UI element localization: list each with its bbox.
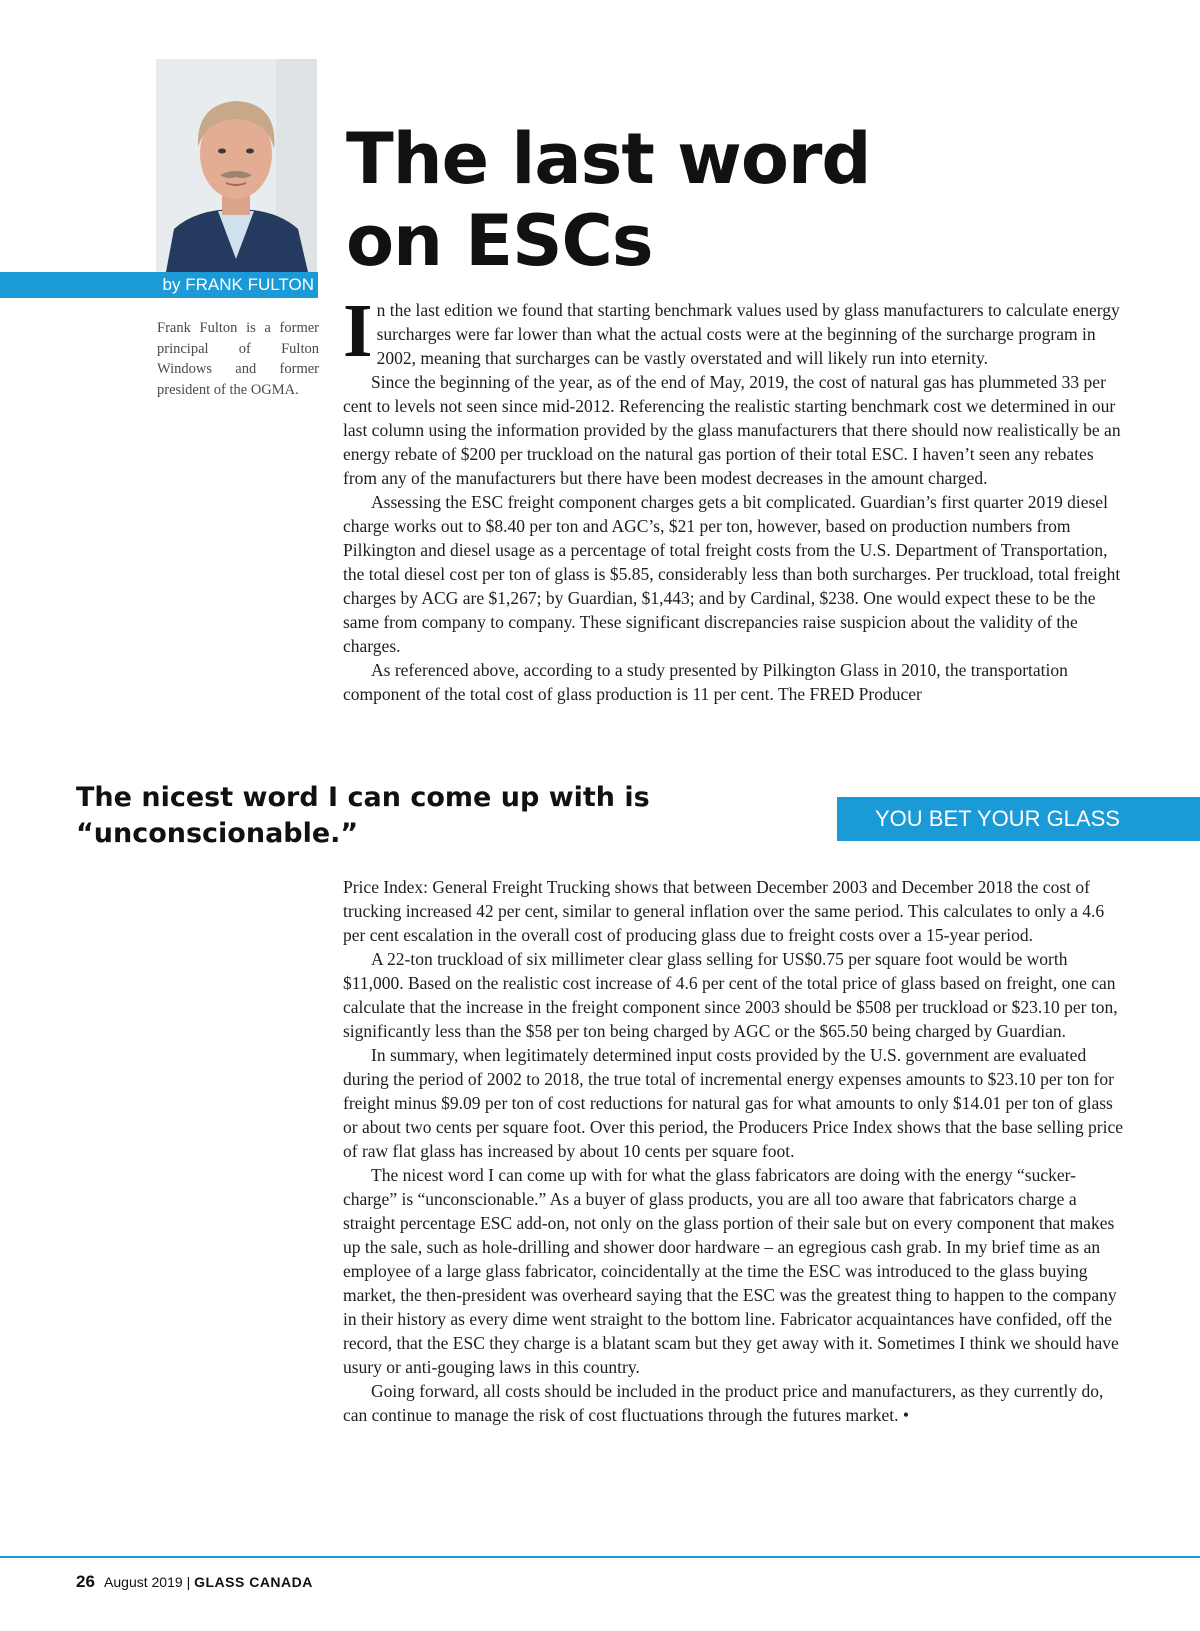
footer-divider bbox=[0, 1556, 1200, 1558]
paragraph-6: A 22-ton truckload of six millimeter clear glass selling for US$0.75 per square foot would be worth $11,000. Based on the realistic cost increase of 4.6 per cent of the total price of glass based on freight, one can calculate that the increase in the freight component since 2003 should be $508 per truckload or $23.10 per ton, significantly less than the $58 per ton being charged by AGC or the $65.50 being charged by Guardian. bbox=[343, 949, 1118, 1041]
footer-separator: | bbox=[186, 1574, 191, 1590]
byline: by FRANK FULTON bbox=[0, 272, 318, 298]
paragraph-9: Going forward, all costs should be included in the product price and manufacturers, as they currently do, can continue to manage the risk of cost fluctuations through the futures market. • bbox=[343, 1381, 1104, 1425]
pull-quote-line-2: “unconscionable.” bbox=[76, 818, 359, 849]
paragraph-3: Assessing the ESC freight component charges gets a bit complicated. Guardian’s first quarter 2019 diesel charge works out to $8.40 per ton and AGC’s, $21 per ton, however, based on production numbers from Pilkington and diesel usage as a percentage of total freight costs from the U.S. Department of Transportation, the total diesel cost per ton of glass is $5.85, considerably less than both surcharges. Per truckload, total freight charges by ACG are $1,267; by Guardian, $1,443; and by Cardinal, $238. One would expect these to be the same from company to company. These significant discrepancies raise suspicion about the validity of the charges. bbox=[343, 492, 1121, 656]
pull-quote-line-1: The nicest word I can come up with is bbox=[76, 782, 650, 813]
paragraph-8: The nicest word I can come up with for what the glass fabricators are doing with the energy “sucker-charge” is “unconscionable.” As a buyer of glass products, you are all too aware that fabricators charge a straight percentage ESC add-on, not only on the glass portion of their sale but on every component that makes up the sale, such as hole-drilling and shower door hardware – an egregious cash grab. In my brief time as an employee of a large glass fabricator, coincidentally at the time the ESC was introduced to the glass buying market, the then-president was overheard saying that the ESC was the greatest thing to happen to the company in their history as every dime went straight to the bottom line. Fabricator acquaintances have confided, off the record, that the ESC they charge is a blatant scam but they get away with it. Sometimes I think we should have usury or anti-gouging laws in this country. bbox=[343, 1165, 1119, 1377]
paragraph-1-text: n the last edition we found that starting benchmark values used by glass manufacturers to calculate energy surcharges were far lower than what the actual costs were at the beginning of the surcharge program in 2002, meaning that surcharges can be vastly overstated and will likely run into eternity. bbox=[376, 300, 1120, 368]
paragraph-5: Price Index: General Freight Trucking shows that between December 2003 and December 2018 the cost of trucking increased 42 per cent, similar to general inflation over the same period. This calculates to only a 4.6 per cent escalation in the overall cost of producing glass due to freight costs over a 15-year period. bbox=[343, 877, 1105, 945]
page-footer bbox=[76, 1572, 313, 1592]
publication-name: GLASS CANADA bbox=[194, 1574, 313, 1590]
article-headline bbox=[346, 118, 906, 282]
page-number: 26 bbox=[76, 1572, 95, 1591]
drop-cap: I bbox=[343, 289, 373, 373]
paragraph-7: In summary, when legitimately determined input costs provided by the U.S. government are evaluated during the period of 2002 to 2018, the true total of incremental energy expenses amounts to $23.10 per ton for freight minus $9.09 per ton of cost reductions for natural gas for what amounts to only $14.01 per ton of glass or about two cents per square foot. Over this period, the Producers Price Index shows that the base selling price of raw flat glass has increased by about 10 cents per square foot. bbox=[343, 1045, 1123, 1161]
headline-line-1: The last word bbox=[346, 118, 871, 200]
issue-date: August 2019 bbox=[104, 1574, 183, 1590]
pull-quote bbox=[76, 780, 716, 852]
author-portrait-image bbox=[156, 59, 317, 272]
author-bio: Frank Fulton is a former principal of Fulton Windows and former president of the OGMA. bbox=[157, 320, 319, 398]
article-body-top bbox=[343, 289, 1125, 706]
section-label: YOU BET YOUR GLASS bbox=[837, 797, 1200, 841]
article-body-bottom bbox=[343, 875, 1125, 1427]
paragraph-2: Since the beginning of the year, as of the end of May, 2019, the cost of natural gas has plummeted 33 per cent to levels not seen since mid-2012. Referencing the realistic starting benchmark cost we determined in our last column using the information provided by the glass manufacturers that there should now realistically be an energy rebate of $200 per truckload on the natural gas portion of their total ESC. I haven’t seen any rebates from any of the manufacturers but there have been modest decreases in the amount charged. bbox=[343, 372, 1121, 488]
paragraph-1 bbox=[343, 289, 1125, 373]
headline-line-2: on ESCs bbox=[346, 200, 653, 282]
paragraph-4: As referenced above, according to a study presented by Pilkington Glass in 2010, the transportation component of the total cost of glass production is 11 per cent. The FRED Producer bbox=[343, 660, 1068, 704]
author-photo bbox=[156, 59, 317, 272]
